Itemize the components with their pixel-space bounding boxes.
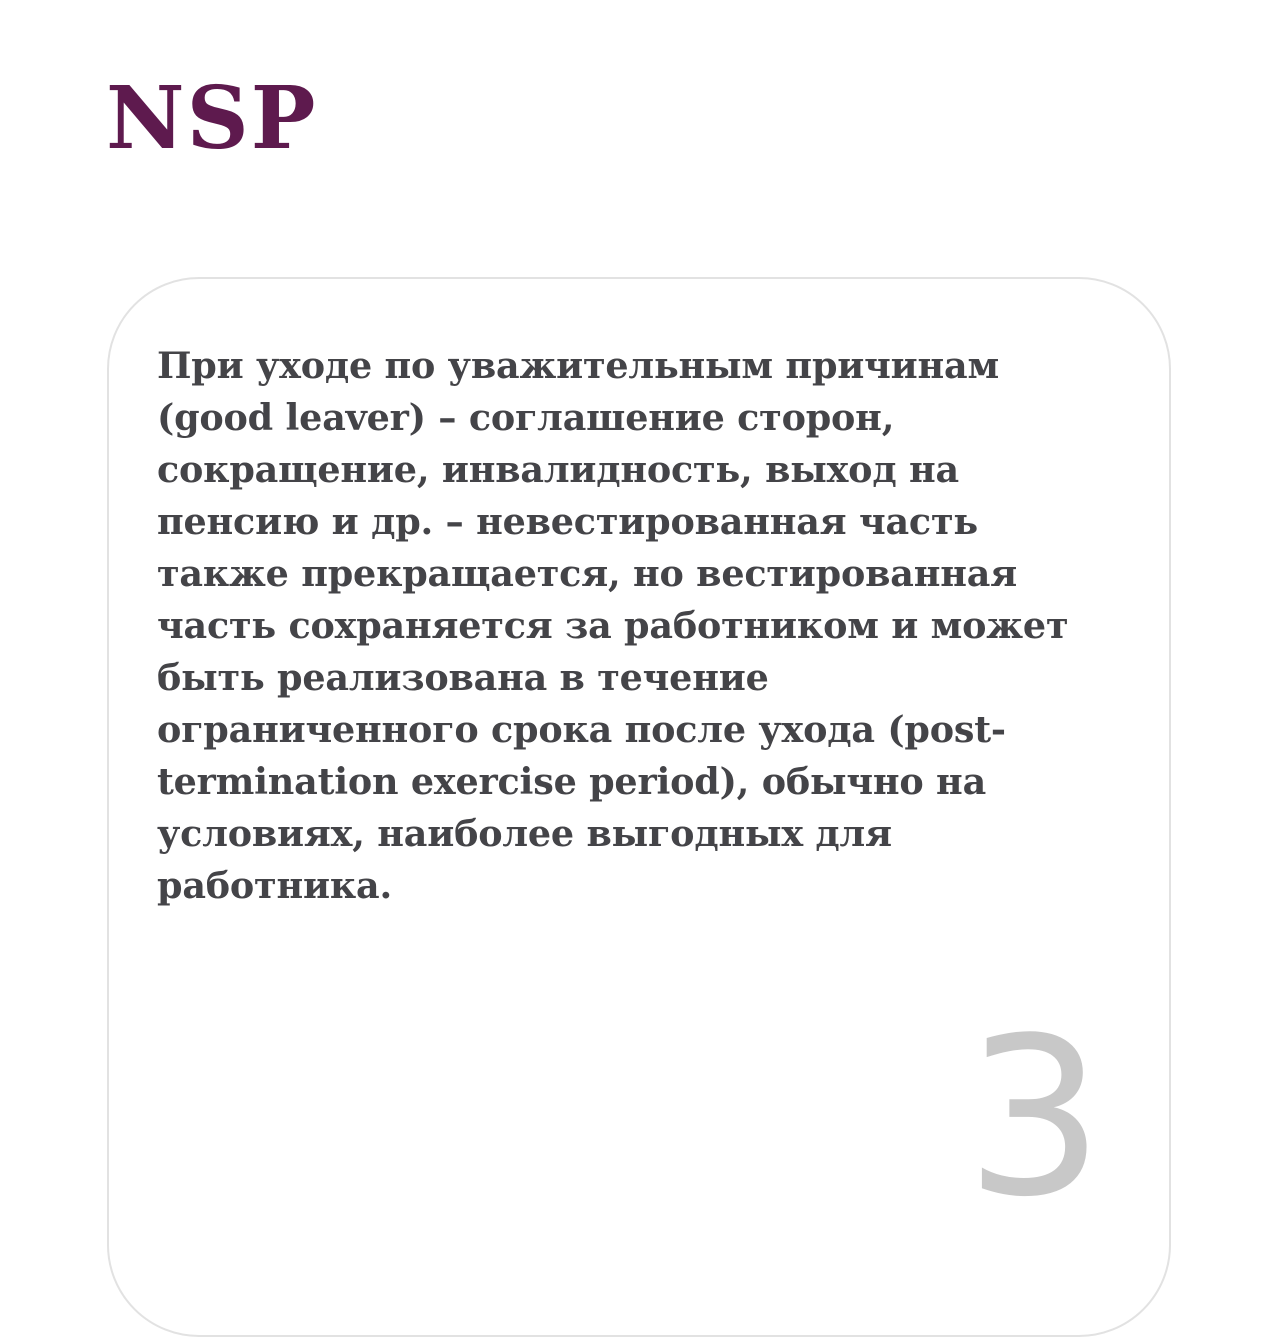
nsp-logo: NSP <box>106 68 318 169</box>
page-number: 3 <box>965 992 1104 1245</box>
card-body-text: При уходе по уважительным причинам (good leaver) – соглашение сторон, сокращение, инвалидность, выход на пенсию и др. – невестированная часть также прекращается, но вестированная часть сохраняется за работником и может быть реализована в течение ограниченного срока после ухода (post-termination exercise period), обычно на условиях, наиболее выгодных для работника. <box>157 344 1069 907</box>
